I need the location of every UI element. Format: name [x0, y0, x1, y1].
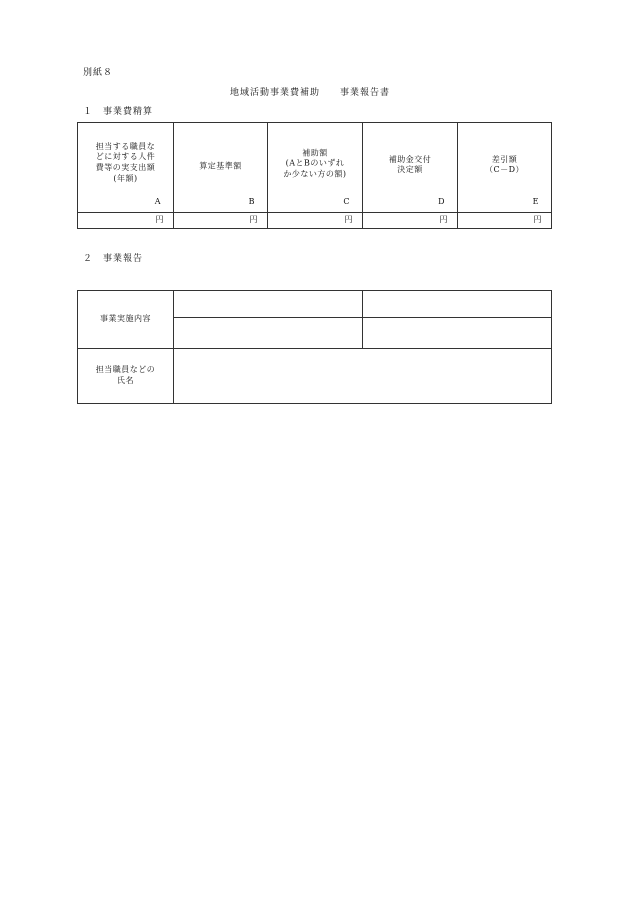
section1-number: １	[83, 107, 94, 117]
column-header-c	[268, 123, 363, 213]
amount-d-field[interactable]: 円	[363, 213, 458, 229]
business-report-table	[77, 290, 552, 404]
expense-header-row	[78, 123, 552, 213]
staff-name-field[interactable]	[174, 349, 552, 404]
column-c-letter: C	[343, 197, 350, 207]
report-content-label: 事業実施内容	[78, 291, 174, 349]
column-header-d	[363, 123, 458, 213]
section2-heading	[83, 255, 143, 264]
amount-e-field[interactable]: 円	[458, 213, 552, 229]
column-b-letter: B	[248, 197, 255, 207]
content-field-4[interactable]	[363, 318, 552, 349]
column-e-label: 差引額 （C－D）	[484, 154, 525, 175]
staff-name-row	[78, 349, 552, 404]
column-d-label: 補助金交付 決定額	[388, 154, 432, 175]
column-d-letter: D	[438, 197, 445, 207]
column-e-letter: E	[532, 197, 539, 207]
column-header-a	[78, 123, 174, 213]
column-a-label: 担当する職員な どに対する人件 費等の実支出額 (年額)	[95, 141, 156, 183]
amount-b-field[interactable]: 円	[174, 213, 268, 229]
column-b-label: 算定基準額	[199, 161, 242, 171]
document-title: 地域活動事業費補助 事業報告書	[230, 88, 391, 98]
section1-heading	[83, 108, 153, 117]
section2-number: ２	[83, 254, 94, 264]
column-header-e	[458, 123, 552, 213]
content-field-3[interactable]	[174, 318, 363, 349]
amount-c-field[interactable]: 円	[268, 213, 363, 229]
staff-name-label: 担当職員などの 氏名	[78, 349, 174, 404]
report-content-row-1	[78, 291, 552, 318]
amount-a-field[interactable]: 円	[78, 213, 174, 229]
content-field-1[interactable]	[174, 291, 363, 318]
column-c-label: 補助額 (AとBのいずれ か少ない方の額)	[283, 148, 347, 179]
attachment-label: 別紙８	[83, 68, 114, 78]
content-field-2[interactable]	[363, 291, 552, 318]
column-a-letter: A	[154, 197, 161, 207]
expense-amount-row	[78, 213, 552, 229]
section1-title: 事業費精算	[103, 107, 154, 117]
section2-title: 事業報告	[103, 254, 144, 264]
expense-settlement-table	[77, 122, 552, 229]
column-header-b	[174, 123, 268, 213]
